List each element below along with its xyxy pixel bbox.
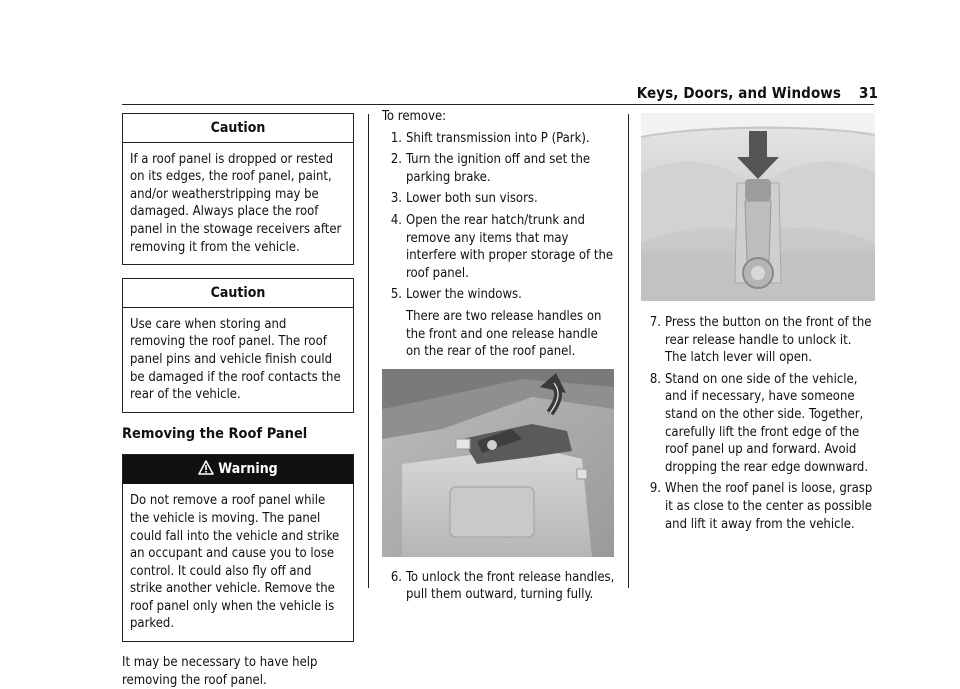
step-5: 5. Lower the windows. — [390, 287, 522, 303]
caution-title-1: Caution — [210, 120, 266, 136]
caution-title-2: Caution — [210, 285, 266, 302]
column-divider-2 — [628, 114, 629, 588]
caution-text-1: If a roof panel is dropped or rested on its edges, the roof panel, paint, and/or weatherstripping may be damaged. Always place the roof panel in the stowage receivers after removing it from the vehicle. — [130, 151, 342, 255]
caution-text-2: Use care when storing and removing the roof panel. The roof panel pins and vehicle finish could be damaged if the roof contacts the rear of the vehicle. — [130, 316, 341, 403]
step-2: 2. Turn the ignition off and set the parking brake. — [390, 152, 591, 185]
column-divider-1 — [368, 114, 369, 588]
warning-title: Warning — [218, 461, 278, 478]
sun-visor-release-handle-photo — [382, 369, 614, 557]
caution-box-1 — [122, 113, 354, 265]
step-5-note: There are two release handles on the front and one release handle on the rear of the roof panel. — [406, 308, 602, 360]
running-header — [637, 84, 878, 102]
column-2 — [382, 108, 616, 608]
intro-text: It may be necessary to have help removing the roof panel. — [122, 655, 318, 688]
step-4: 4. Open the rear hatch/trunk and remove any items that may interfere with proper storage of the roof panel. — [390, 212, 614, 281]
step-7: 7. Press the button on the front of the rear release handle to unlock it. The latch lever will open. — [649, 315, 872, 366]
to-remove-label: To remove: — [382, 109, 447, 124]
column-1 — [122, 113, 354, 689]
warning-box — [122, 454, 354, 642]
warning-header — [123, 455, 353, 484]
step-9: 9. When the roof panel is loose, grasp it as close to the center as possible and lift it away from the vehicle. — [649, 481, 873, 532]
step-1: 1. Shift transmission into P (Park). — [390, 130, 590, 146]
step-8: 8. Stand on one side of the vehicle, and if necessary, have someone stand on the other side. Together, carefully lift the front edge of the roof panel up and forward. Avoid dropping the rear edge downward. — [649, 371, 869, 475]
warning-text: Do not remove a roof panel while the vehicle is moving. The panel could fall into the vehicle and strike an occupant and cause you to lose control. It could also fly off and strike another vehicle. Remove the roof panel only when the vehicle is parked. — [130, 493, 340, 632]
column-3 — [641, 113, 875, 537]
caution-box-2 — [122, 278, 354, 413]
section-title: Keys, Doors, and Windows — [636, 84, 842, 102]
page-number: 31 — [859, 84, 878, 102]
rear-release-handle-photo — [641, 113, 875, 301]
warning-triangle-icon — [198, 457, 214, 486]
header-rule — [122, 104, 874, 105]
section-heading: Removing the Roof Panel — [122, 425, 308, 442]
step-3: 3. Lower both sun visors. — [390, 191, 538, 207]
step-6: 6. To unlock the front release handles, pull them outward, turning fully. — [390, 569, 615, 603]
